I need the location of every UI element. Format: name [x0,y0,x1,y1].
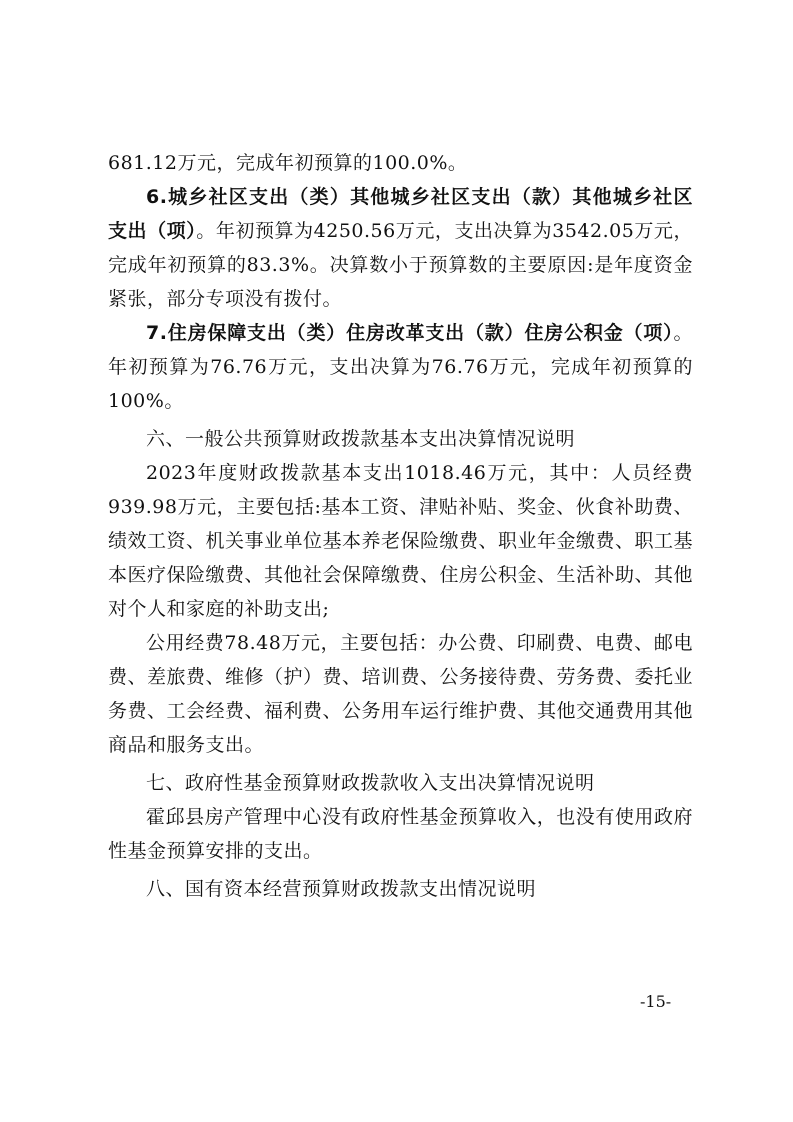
item-6-text: 。年初预算为4250.56万元，支出决算为3542.05万元，完成年初预算的83.3%。决算数小于预算数的主要原因:是年度资金紧张，部分专项没有拨付。 [108,220,693,310]
paragraph-government-fund: 霍邱县房产管理中心没有政府性基金预算收入，也没有使用政府性基金预算安排的支出。 [108,806,693,862]
paragraph-public-expenses: 公用经费78.48万元，主要包括：办公费、印刷费、电费、邮电费、差旅费、维修（护）费、培训费、公务接待费、劳务费、委托业务费、工会经费、福利费、公务用车运行维护费、其他交通费用其他商品和服务支出。 [108,632,694,756]
section-heading-6: 六、一般公共预算财政拨款基本支出决算情况说明 [146,428,576,450]
paragraph-item-7 [108,316,693,418]
paragraph-item-6 [108,180,693,316]
section-heading-8: 八、国有资本经营预算财政拨款支出情况说明 [146,878,537,900]
document-body [108,146,693,906]
paragraph-basic-expenditure: 2023年度财政拨款基本支出1018.46万元，其中：人员经费939.98万元，主要包括:基本工资、津贴补贴、奖金、伙食补助费、绩效工资、机关事业单位基本养老保险缴费、职业年金缴费、职工基本医疗保险缴费、其他社会保障缴费、住房公积金、生活补助、其他对个人和家庭的补助支出; [108,462,694,620]
paragraph-continuation: 681.12万元，完成年初预算的100.0%。 [108,152,468,174]
item-6-title: 6.城乡社区支出（类）其他城乡社区支出（款）其他城乡社区支出（项） [108,186,693,242]
item-7-title: 7.住房保障支出（类）住房改革支出（款）住房公积金（项） [146,322,674,344]
page-number: -15- [640,992,672,1011]
item-7-text: 。年初预算为76.76万元，支出决算为76.76万元，完成年初预算的100%。 [108,322,693,412]
section-heading-7: 七、政府性基金预算财政拨款收入支出决算情况说明 [146,772,595,794]
